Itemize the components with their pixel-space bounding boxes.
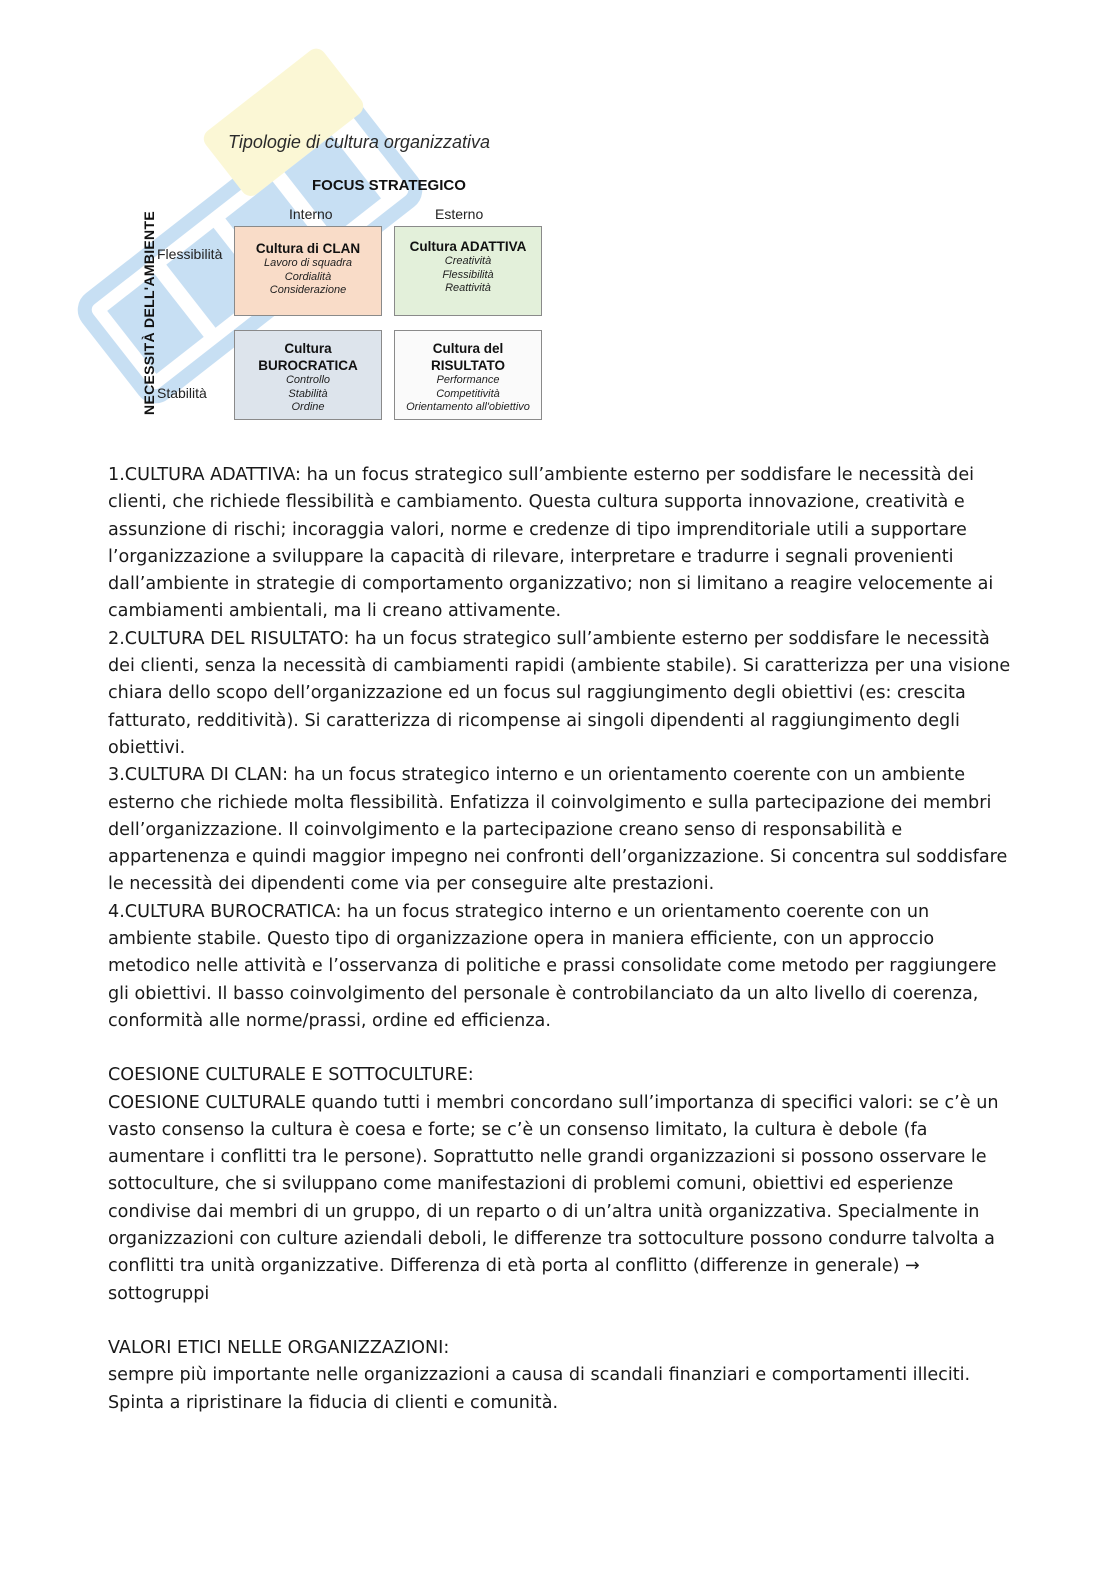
cell-clan-item: Considerazione (269, 284, 347, 296)
cell-adattiva (394, 226, 542, 316)
heading-coesione: COESIONE CULTURALE E SOTTOCULTURE: (108, 1065, 474, 1086)
cell-risultato-item: Orientamento all'obiettivo (406, 401, 530, 413)
document-body (108, 462, 1018, 1417)
vertical-axis-label: NECESSITÀ DELL'AMBIENTE (141, 211, 157, 415)
cell-adattiva-item: Flessibilità (442, 268, 494, 281)
cell-clan-name: Cultura di CLAN (255, 241, 361, 256)
paragraph-cultura-adattiva: 1.CULTURA ADATTIVA: ha un focus strategico sull’ambiente esterno per soddisfare le necessità dei clienti, che richiede flessibilità e cambiamento. Questa cultura supporta innovazione, creatività e assunzione di rischi; incoraggia valori, norme e credenze di tipo imprenditoriale utili a supportare l’organizzazione a sviluppare la capacità di rilevare, interpretare e tradurre i segnali provenienti dall’ambiente in strategie di comportamento organizzativo; non si limitano a reagire velocemente ai cambiamenti ambientali, ma li creano attivamente. (108, 465, 994, 622)
arrow-icon: → (905, 1256, 920, 1277)
figure-title: Tipologie di cultura organizzativa (228, 132, 490, 152)
cell-burocratica-item: Stabilità (288, 387, 328, 400)
cell-risultato (394, 330, 542, 420)
paragraph-cultura-clan: 3.CULTURA DI CLAN: ha un focus strategico interno e un orientamento coerente con un ambiente esterno che richiede molta flessibilità. Enfatizza il coinvolgimento e sulla partecipazione dei membri dell’organizzazione. Il coinvolgimento e la partecipazione creano senso di responsabilità e appartenenza e quindi maggior impegno nei confronti dell’organizzazione. Si concentra sul soddisfare le necessità dei dipendenti come via per conseguire alte prestazioni. (108, 765, 1008, 895)
cell-adattiva-item: Creatività (444, 255, 492, 267)
cell-burocratica-item: Ordine (291, 401, 325, 413)
cell-clan (234, 226, 382, 316)
culture-typology-figure (0, 0, 1116, 460)
paragraph-coesione (108, 1090, 1018, 1308)
column-label-external: Esterno (435, 206, 484, 222)
paragraph-valori-etici: sempre più importante nelle organizzazioni a causa di scandali finanziari e comportamenti illeciti. Spinta a ripristinare la fiducia di clienti e comunità. (108, 1365, 971, 1413)
cell-burocratica (234, 330, 382, 420)
cell-burocratica-name-line2: BUROCRATICA (258, 358, 358, 373)
cell-adattiva-item: Reattività (445, 282, 491, 294)
cell-risultato-item: Competitività (436, 387, 500, 400)
cell-clan-item: Cordialità (284, 270, 332, 283)
paragraph-coesione-main: COESIONE CULTURALE quando tutti i membri concordano sull’importanza di specifici valori: se c’è un vasto consenso la cultura è coesa e forte; se c’è un consenso limitato, la cultura è debole (fa aumentare i conflitti tra le persone). Soprattutto nelle grandi organizzazioni si possono osservare le sottoculture, che si sviluppano come manifestazioni di problemi comuni, obiettivi ed esperienze condivise dai membri di un gruppo, di un reparto o di un’altra unità organizzativa. Specialmente in organizzazioni con culture aziendali deboli, le differenze tra sottoculture possono condurre talvolta a conflitti tra unità organizzative. Differenza di età porta al conflitto (differenze in generale) (108, 1092, 999, 1277)
cell-burocratica-item: Controllo (285, 374, 331, 386)
cell-adattiva-name: Cultura ADATTIVA (409, 239, 527, 254)
paragraph-cultura-risultato: 2.CULTURA DEL RISULTATO: ha un focus strategico sull’ambiente esterno per soddisfare le necessità dei clienti, senza la necessità di cambiamenti rapidi (ambiente stabile). Si caratterizza per una visione chiara dello scopo dell’organizzazione ed un focus sul raggiungimento degli obiettivi (es: crescita fatturato, redditività). Si caratterizza di ricompense ai singoli dipendenti al raggiungimento degli obiettivi. (108, 628, 1011, 758)
paragraph-cultura-burocratica: 4.CULTURA BUROCRATICA: ha un focus strategico interno e un orientamento coerente con un ambiente stabile. Questo tipo di organizzazione opera in maniera efficiente, con un approccio metodico nelle attività e l’osservanza di politiche e prassi consolidate come metodo per raggiungere gli obiettivi. Il basso coinvolgimento del personale è controbilanciato da un alto livello di coerenza, conformità alle norme/prassi, ordine ed efficienza. (108, 901, 997, 1031)
column-label-internal: Interno (289, 206, 333, 222)
focus-strategico-label: FOCUS STRATEGICO (312, 177, 466, 194)
cell-risultato-name-line2: RISULTATO (431, 358, 505, 373)
cell-burocratica-name-line1: Cultura (284, 341, 332, 356)
row-label-stability: Stabilità (157, 385, 207, 401)
cell-risultato-name-line1: Cultura del (432, 341, 504, 356)
paragraph-coesione-end: sottogruppi (108, 1283, 210, 1304)
cell-clan-item: Lavoro di squadra (263, 257, 353, 269)
row-label-flexibility: Flessibilità (157, 246, 223, 262)
heading-valori-etici: VALORI ETICI NELLE ORGANIZZAZIONI: (108, 1337, 450, 1358)
cell-risultato-item: Performance (436, 374, 500, 386)
